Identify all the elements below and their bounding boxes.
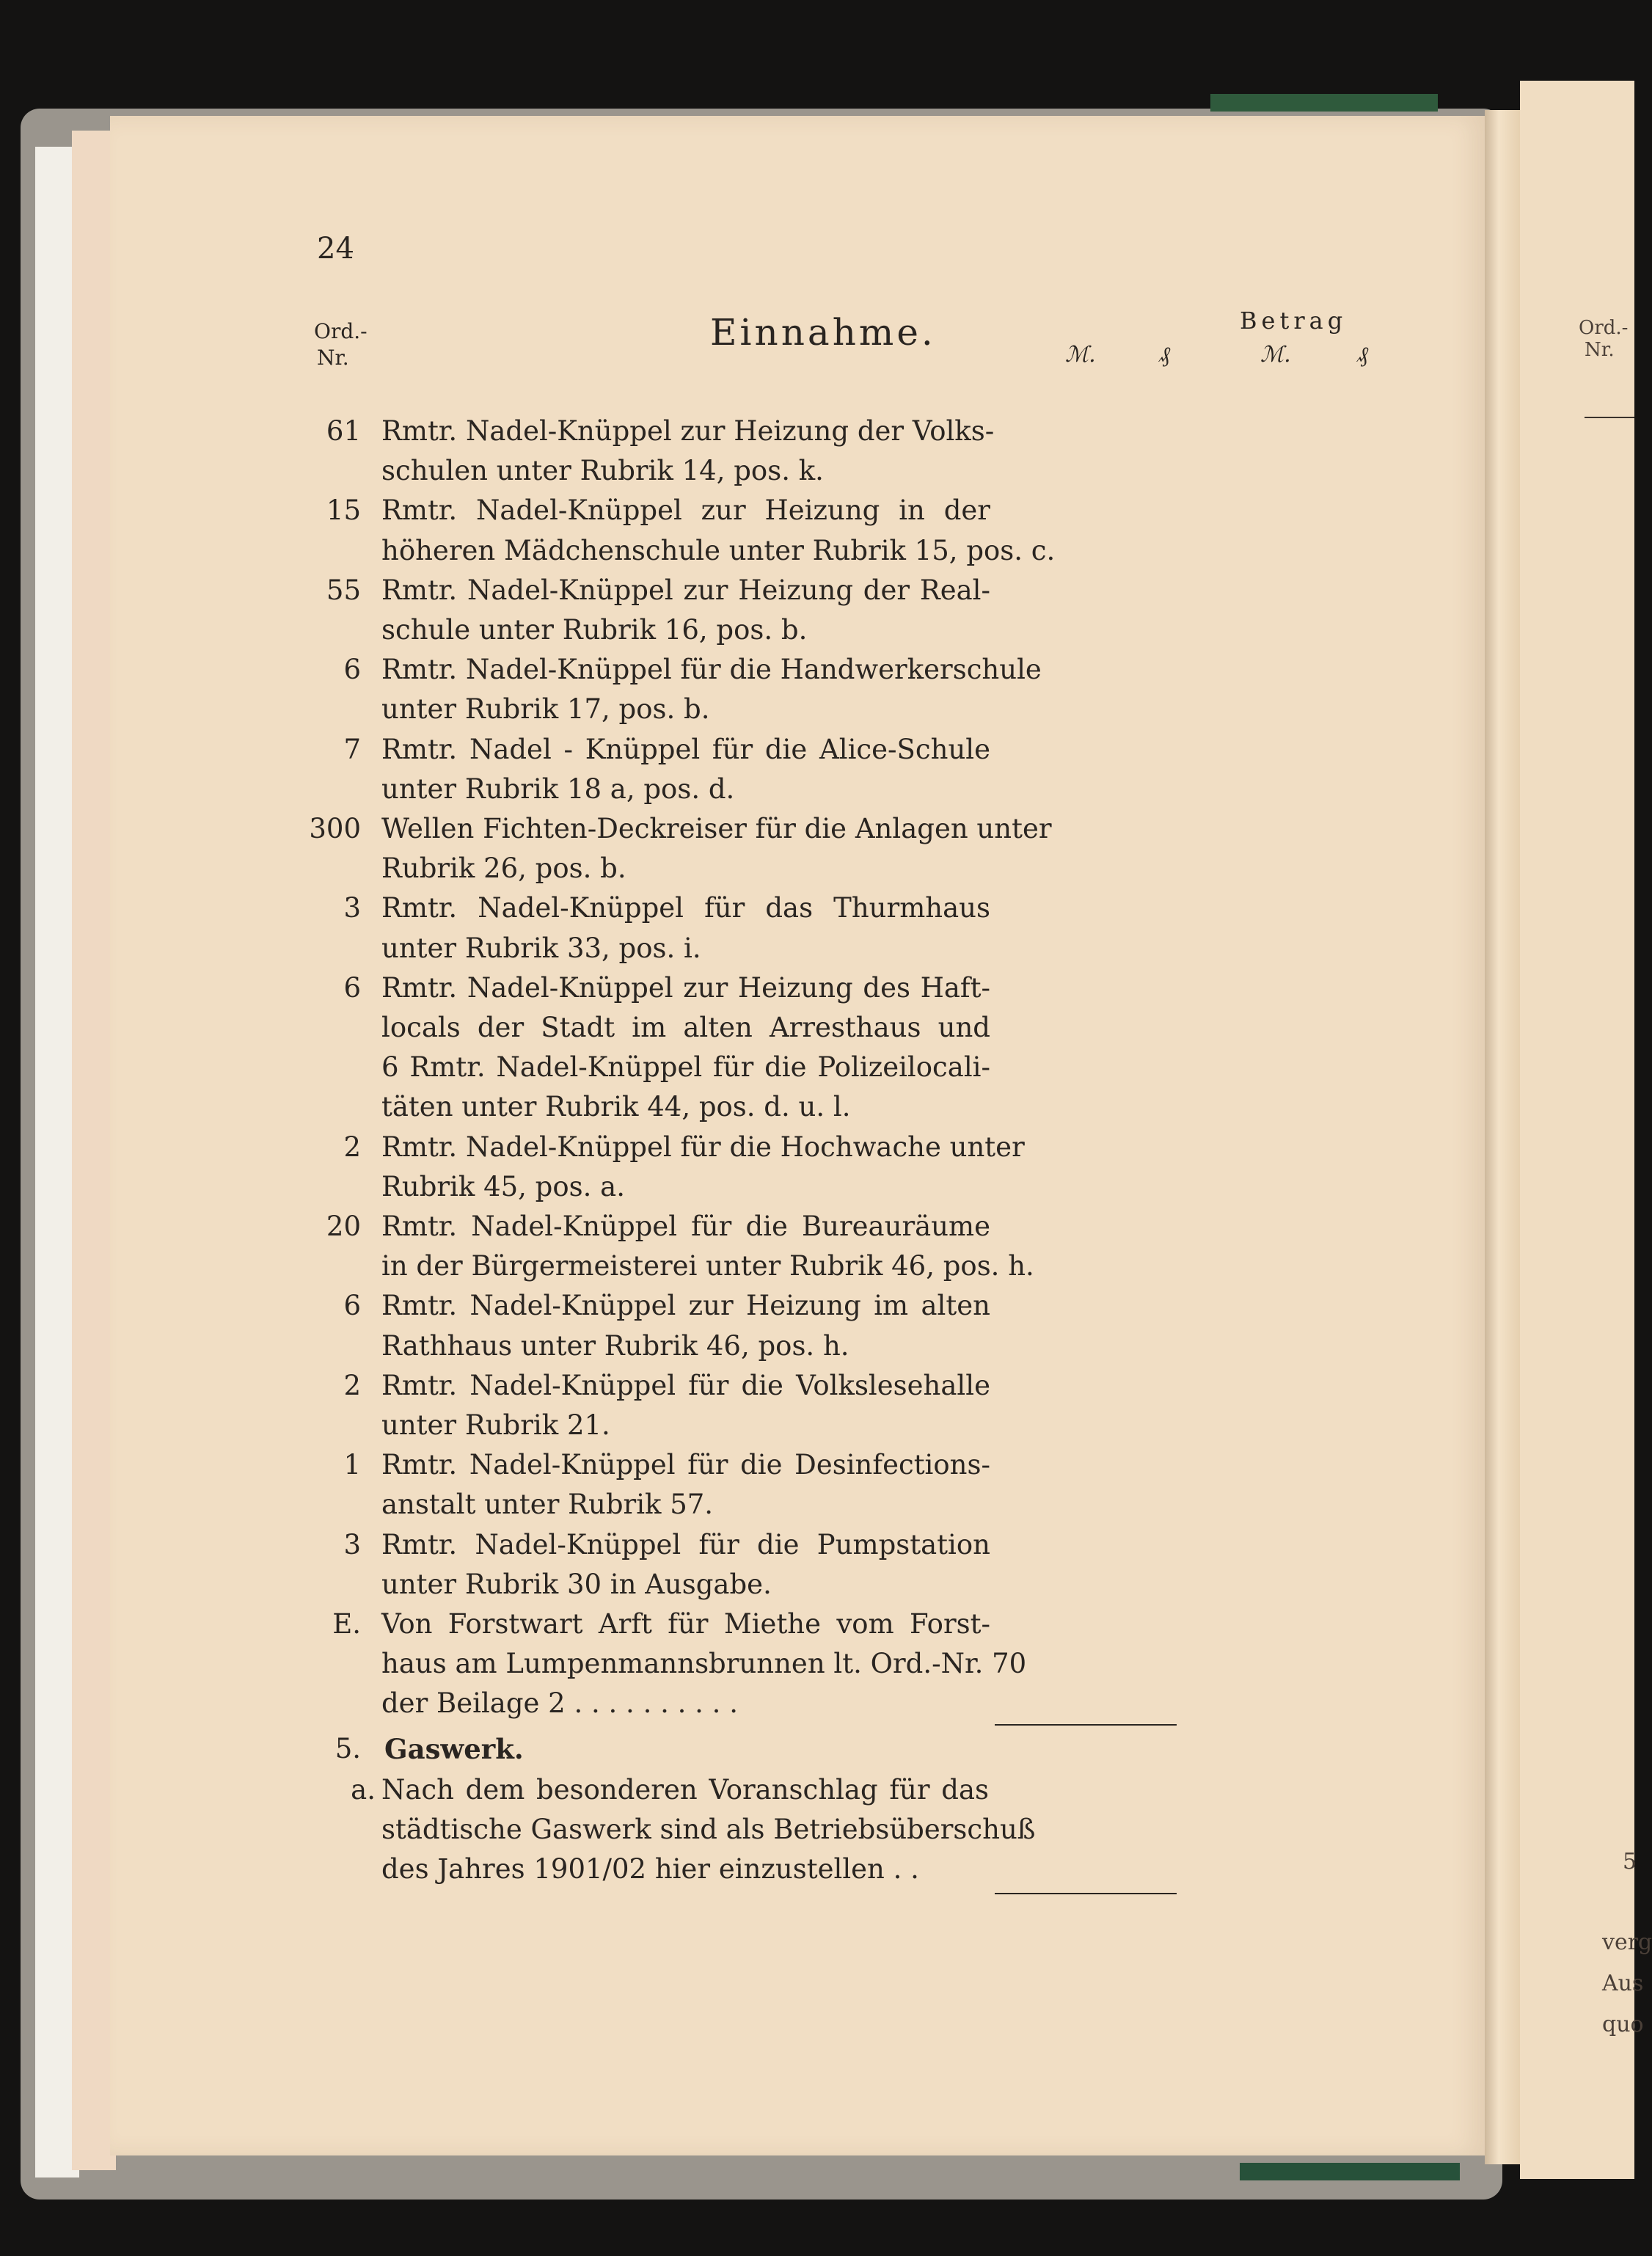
section-5-heading: Gaswerk.: [384, 1733, 524, 1765]
entry-number: 2: [343, 1131, 361, 1163]
page-number: 24: [317, 232, 354, 266]
entry-text-line: Rmtr. Nadel-Knüppel für die Volkslesehalle: [381, 1370, 990, 1401]
entry-text-line: Rmtr. Nadel-Knüppel für die Handwerkerschule: [381, 654, 1042, 685]
nr-label: Nr.: [317, 346, 349, 370]
next-nr-label: Nr.: [1585, 339, 1615, 361]
ord-nr-header: [314, 318, 368, 371]
page-edge-pink: [72, 131, 116, 2170]
entry-text-line: Rmtr. Nadel-Knüppel zur Heizung des Haft-: [381, 972, 990, 1004]
entry-number: 7: [343, 734, 361, 765]
entry-text-line: unter Rubrik 33, pos. i.: [381, 932, 701, 964]
section-5a-line: Nach dem besonderen Voranschlag für das: [381, 1774, 989, 1806]
entry-text-line: anstalt unter Rubrik 57.: [381, 1489, 714, 1520]
pfennig-column-header: ₰: [1159, 342, 1170, 368]
entry-text-line: Rubrik 26, pos. b.: [381, 853, 626, 884]
entry-number: 1: [343, 1449, 361, 1481]
entry-text-line: in der Bürgermeisterei unter Rubrik 46, pos. h.: [381, 1250, 1034, 1282]
next-word-2: Aus: [1602, 1971, 1644, 1996]
betrag-header: Betrag: [1240, 307, 1348, 335]
entry-text-line: Von Forstwart Arft für Miethe vom Forst-: [381, 1608, 990, 1640]
entry-text-line: Rathhaus unter Rubrik 46, pos. h.: [381, 1330, 849, 1362]
entry-text-line: Rmtr. Nadel-Knüppel für die Pumpstation: [381, 1529, 990, 1560]
entry-number: 2: [343, 1370, 361, 1401]
entry-number: 15: [326, 494, 361, 526]
entry-text-line: unter Rubrik 17, pos. b.: [381, 693, 710, 725]
next-word-1: verg: [1602, 1930, 1652, 1955]
cover-corner-top: [1210, 94, 1438, 112]
entry-text-line: Rmtr. Nadel-Knüppel zur Heizung in der: [381, 494, 990, 526]
entry-text-line: haus am Lumpenmannsbrunnen lt. Ord.-Nr. 70: [381, 1648, 1027, 1679]
entry-number: 3: [343, 1529, 361, 1560]
entry-number: 3: [343, 892, 361, 924]
entry-text-line: Wellen Fichten-Deckreiser für die Anlagen unter: [381, 813, 1052, 844]
entry-text-line: Rmtr. Nadel - Knüppel für die Alice-Schule: [381, 734, 990, 765]
entry-number: 6: [343, 1290, 361, 1321]
entry-text-line: 6 Rmtr. Nadel-Knüppel für die Polizeilocali-: [381, 1051, 990, 1083]
entry-number: 6: [343, 972, 361, 1004]
section-5a-line: städtische Gaswerk sind als Betriebsüberschuß: [381, 1814, 1036, 1845]
entry-text-line: Rmtr. Nadel-Knüppel für die Desinfections-: [381, 1449, 990, 1481]
next-page-rule: [1585, 417, 1634, 418]
entry-number: 20: [326, 1211, 361, 1242]
entry-text-line: schule unter Rubrik 16, pos. b.: [381, 614, 808, 646]
entry-text-line: Rubrik 45, pos. a.: [381, 1171, 625, 1202]
entry-number: E.: [332, 1608, 361, 1640]
section-5-number: 5.: [335, 1733, 361, 1764]
entry-text-line: täten unter Rubrik 44, pos. d. u. l.: [381, 1091, 851, 1122]
mark-column-header: ℳ.: [1065, 342, 1096, 368]
entry-number: 61: [326, 415, 361, 447]
entry-text-line: Rmtr. Nadel-Knüppel für das Thurmhaus: [381, 892, 990, 924]
entry-number: 6: [343, 654, 361, 685]
e-amount-underline: [995, 1724, 1177, 1726]
entry-text-line: höheren Mädchenschule unter Rubrik 15, pos. c.: [381, 535, 1056, 566]
next-number: 5: [1623, 1849, 1637, 1874]
entry-text-line: locals der Stadt im alten Arresthaus und: [381, 1012, 990, 1043]
total-mark-column-header: ℳ.: [1260, 342, 1291, 368]
section-5a-number: a.: [351, 1774, 376, 1806]
entry-text-line: schulen unter Rubrik 14, pos. k.: [381, 455, 824, 486]
entry-number: 300: [309, 813, 361, 844]
book-spine: [1485, 110, 1520, 2164]
next-page-strip: [1520, 81, 1652, 2179]
entry-text-line: Rmtr. Nadel-Knüppel zur Heizung im alten: [381, 1290, 990, 1321]
entry-text-line: unter Rubrik 21.: [381, 1409, 610, 1441]
ord-label: Ord.-: [314, 319, 368, 343]
section-5a-underline: [995, 1893, 1177, 1894]
entry-text-line: unter Rubrik 30 in Ausgabe.: [381, 1569, 772, 1600]
entry-text-line: Rmtr. Nadel-Knüppel zur Heizung der Volks-: [381, 415, 995, 447]
next-word-3: quo: [1602, 2012, 1644, 2037]
entry-text-line: unter Rubrik 18 a, pos. d.: [381, 773, 735, 805]
entry-number: 55: [326, 574, 361, 606]
entry-text-line: Rmtr. Nadel-Knüppel zur Heizung der Real-: [381, 574, 990, 606]
entry-text-line: Rmtr. Nadel-Knüppel für die Hochwache unter: [381, 1131, 1025, 1163]
total-pfennig-column-header: ₰: [1357, 342, 1368, 368]
cover-corner-bottom: [1240, 2163, 1460, 2180]
section-5a-line: des Jahres 1901/02 hier einzustellen . .: [381, 1853, 919, 1885]
entry-text-line: Rmtr. Nadel-Knüppel für die Bureauräume: [381, 1211, 990, 1242]
entry-text-line: der Beilage 2 . . . . . . . . . .: [381, 1687, 738, 1719]
next-ord-label: Ord.-: [1579, 317, 1629, 339]
page-title: Einnahme.: [710, 311, 936, 354]
